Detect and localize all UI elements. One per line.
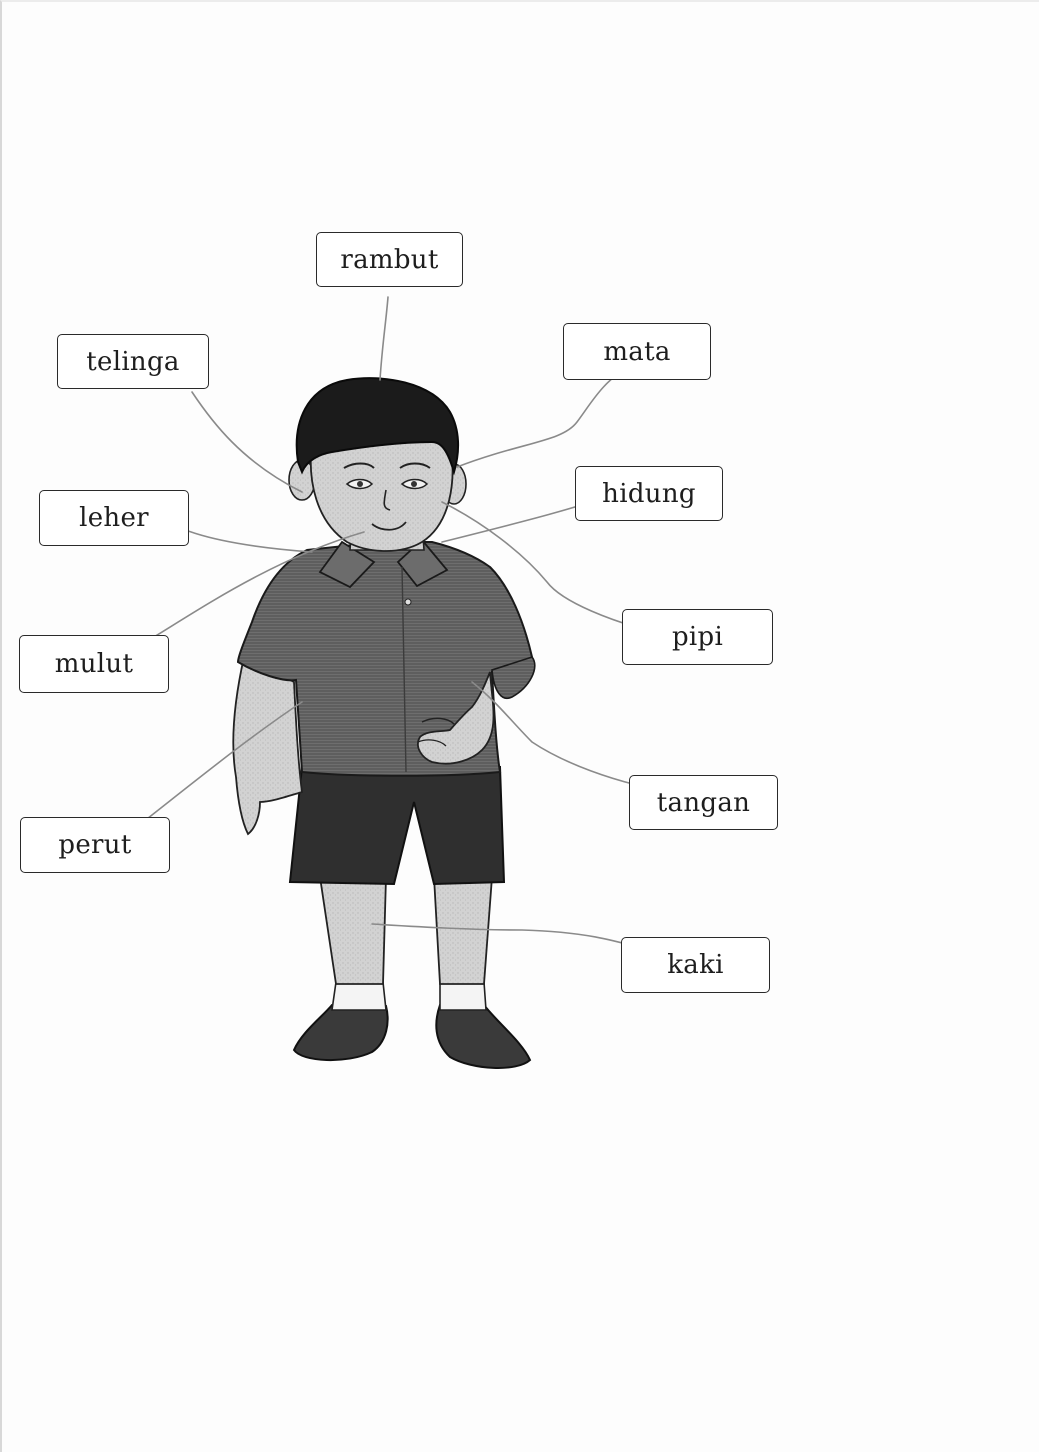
label-kaki: kaki [621, 937, 770, 993]
label-telinga: telinga [57, 334, 209, 389]
label-mata: mata [563, 323, 711, 380]
label-pipi: pipi [622, 609, 773, 665]
shoe-right [436, 1005, 530, 1068]
legs [320, 877, 492, 984]
label-mulut: mulut [19, 635, 169, 693]
shorts [290, 767, 504, 884]
label-hidung: hidung [575, 466, 723, 521]
connector-rambut [380, 297, 388, 380]
shoe-left [294, 1005, 388, 1060]
arm-left [233, 657, 302, 834]
label-rambut: rambut [316, 232, 463, 287]
boy-figure-illustration [2, 2, 1039, 1454]
connector-telinga [192, 392, 302, 492]
head [289, 378, 466, 551]
label-leher: leher [39, 490, 189, 546]
label-perut: perut [20, 817, 170, 873]
label-tangan: tangan [629, 775, 778, 830]
